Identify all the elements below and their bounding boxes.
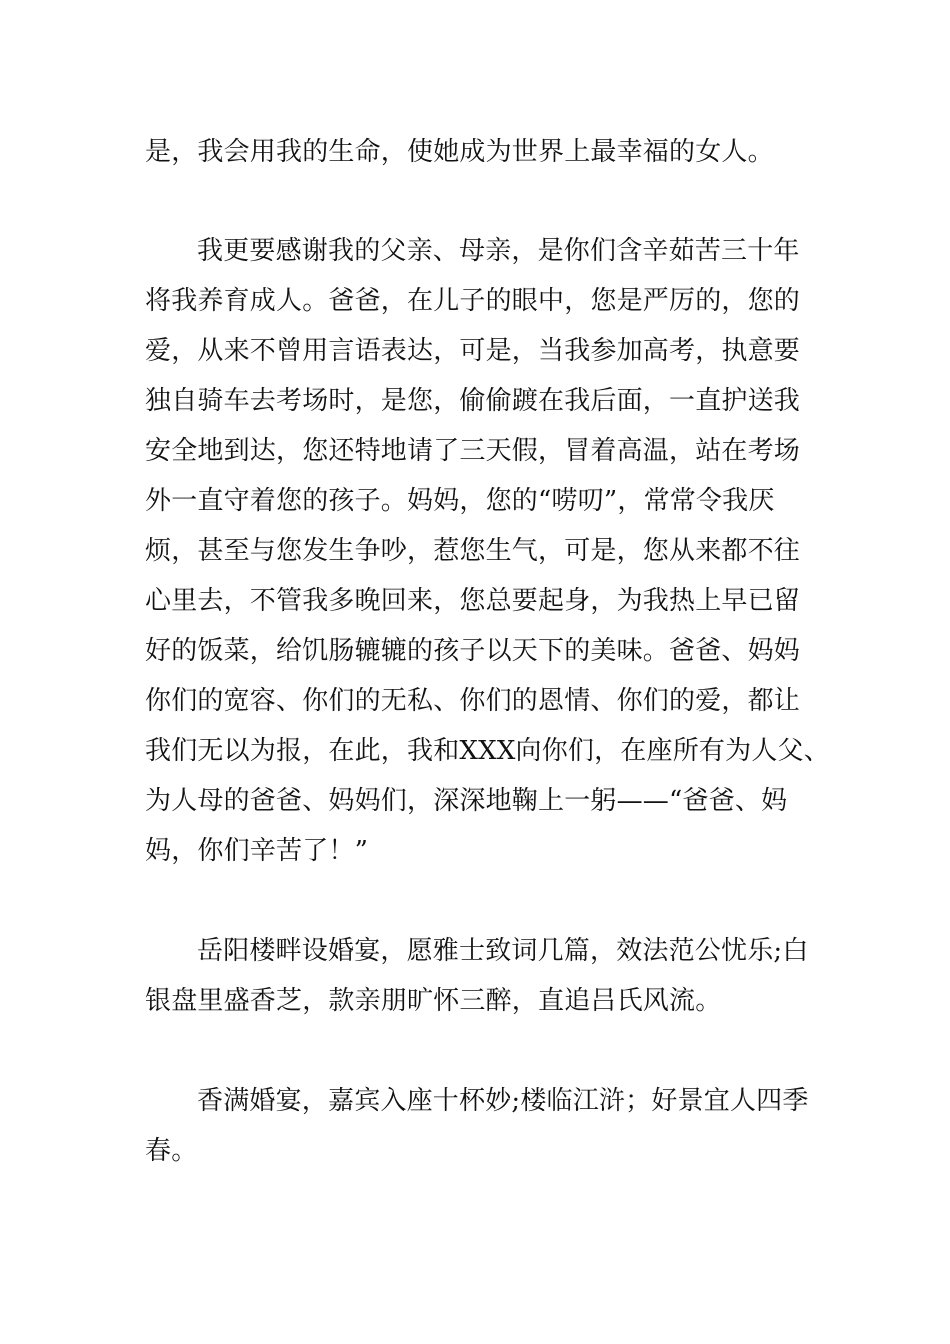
paragraph-2-line-13: 妈，你们辛苦了！” (145, 836, 369, 866)
paragraph-2-line-9: 好的饭菜，给饥肠辘辘的孩子以天下的美味。爸爸、妈妈 (145, 636, 801, 666)
paragraph-3-line-1: 岳阳楼畔设婚宴，愿雅士致词几篇，效法范公忧乐;白 (197, 936, 809, 966)
paragraph-2-line-12: 为人母的爸爸、妈妈们，深深地鞠上一躬——“爸爸、妈 (145, 786, 788, 816)
paragraph-1-line-1: 是，我会用我的生命，使她成为世界上最幸福的女人。 (145, 137, 774, 167)
paragraph-2-line-7: 烦，甚至与您发生争吵，惹您生气，可是，您从来都不往 (145, 536, 801, 566)
paragraph-2-line-4: 独自骑车去考场时，是您，偷偷踱在我后面，一直护送我 (145, 386, 801, 416)
paragraph-2-line-2: 将我养育成人。爸爸，在儿子的眼中，您是严厉的，您的 (145, 286, 801, 316)
paragraph-2-line-1: 我更要感谢我的父亲、母亲，是你们含辛茹苦三十年 (197, 236, 800, 266)
paragraph-2-line-8: 心里去，不管我多晚回来，您总要起身，为我热上早已留 (145, 586, 801, 616)
paragraph-4-line-2: 春。 (145, 1136, 198, 1166)
paragraph-2-line-11: 我们无以为报，在此，我和XXX向你们，在座所有为人父、 (145, 736, 830, 766)
paragraph-4-line-1: 香满婚宴，嘉宾入座十杯妙;楼临江浒；好景宜人四季 (197, 1086, 809, 1116)
paragraph-2-line-6: 外一直守着您的孩子。妈妈，您的“唠叨”，常常令我厌 (145, 486, 775, 516)
paragraph-2-line-5: 安全地到达，您还特地请了三天假，冒着高温，站在考场 (145, 436, 801, 466)
paragraph-3-line-2: 银盘里盛香芝，款亲朋旷怀三醉，直追吕氏风流。 (145, 986, 722, 1016)
paragraph-2-line-3: 爱，从来不曾用言语表达，可是，当我参加高考，执意要 (145, 336, 801, 366)
paragraph-2-line-10: 你们的宽容、你们的无私、你们的恩情、你们的爱，都让 (145, 686, 801, 716)
